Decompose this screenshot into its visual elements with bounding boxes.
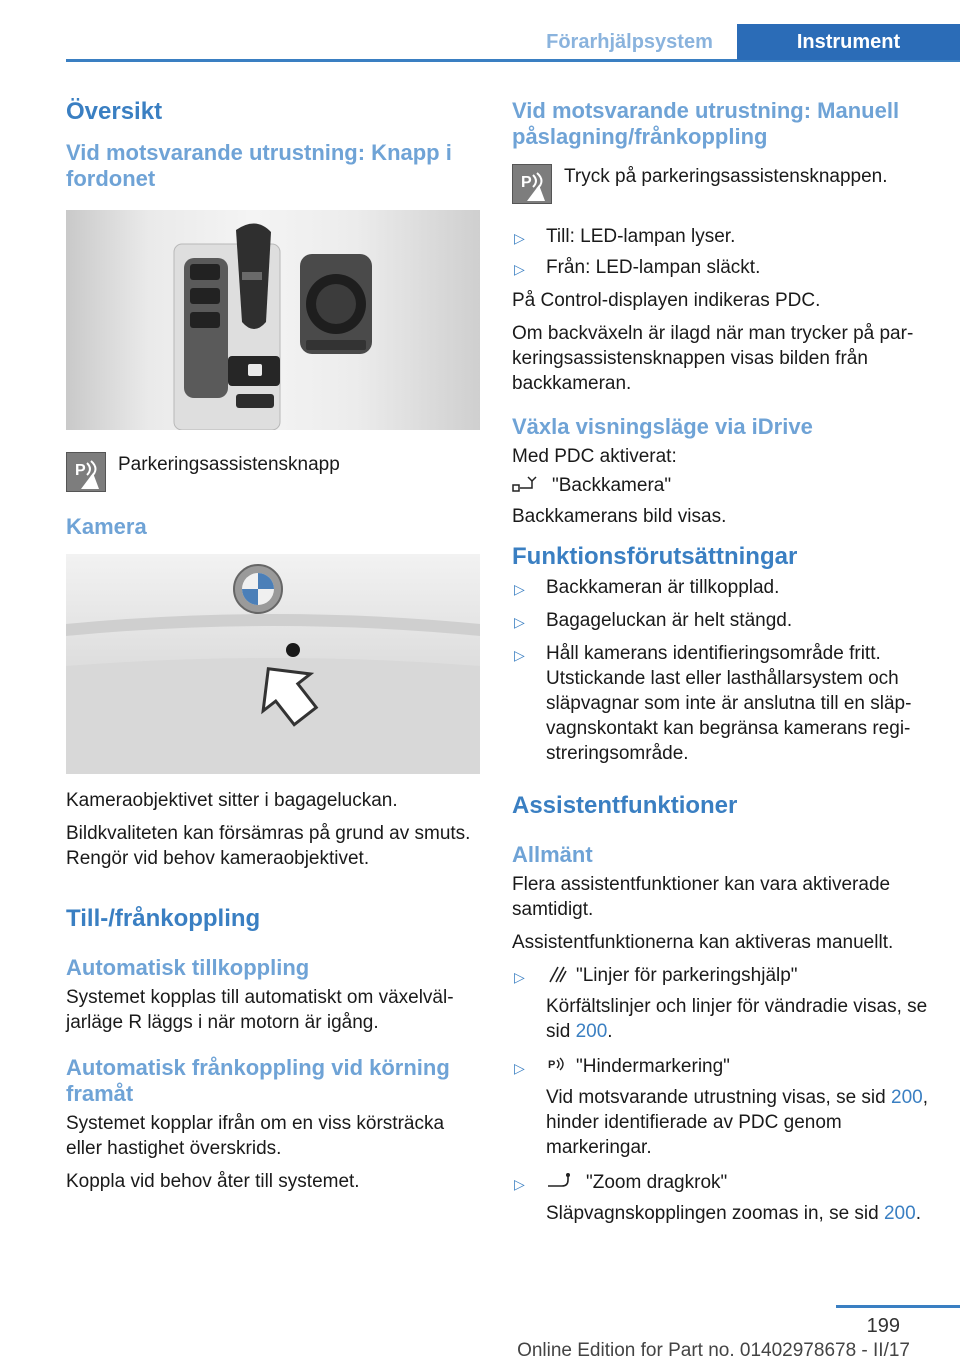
header-tabs [66, 24, 960, 62]
list-item: ▷ Håll kamerans identifieringsområde fritt. Utstickande last eller lasthållarsystem och släpvagnar som inte är anslutna till en släpvagnskontakt kan begränsa kamerans registreringsområde. [514, 643, 912, 764]
auto-till-paragraph: Systemet kopplas till automatiskt om växelväljarläge R läggs i när motorn är igång. [66, 987, 454, 1033]
parking-lines-icon [546, 965, 568, 983]
list-item: ▷ "Zoom dragkrok" Släpvagnskopplingen zoomas in, se sid 200. [514, 1172, 921, 1224]
parking-button-caption: Parkeringsassistensknapp [118, 454, 340, 475]
edition-footer: Online Edition for Part no. 01402978678 - II/17 [517, 1340, 910, 1361]
heading-allmant: Allmänt [512, 842, 593, 867]
page-link[interactable]: 200 [883, 1203, 916, 1224]
list-item: ▷ Bagageluckan är helt stängd. [512, 608, 932, 633]
bullet-triangle-icon: ▷ [514, 614, 525, 630]
requirements-list [512, 575, 932, 766]
bullet-triangle-icon: ▷ [514, 581, 525, 597]
backkamera-label[interactable]: "Backkamera" [552, 475, 672, 496]
bullet-triangle-icon: ▷ [514, 1176, 525, 1192]
right-column [512, 98, 932, 1226]
parking-assist-icon [66, 452, 106, 492]
assist-item-label[interactable]: "Linjer för parkeringshjälp" [576, 965, 798, 986]
list-item: ▷ Från: LED-lampan släckt. [512, 255, 932, 280]
bullet-triangle-icon: ▷ [514, 969, 525, 985]
heading-knapp-i-fordonet: Vid motsvarande utrustning: Knapp i fordonet [66, 140, 452, 191]
list-item: ▷ Till: LED-lampan lyser. [512, 224, 932, 249]
bullet-triangle-icon: ▷ [514, 647, 525, 663]
parking-button-caption-row [66, 452, 480, 494]
svg-text:P: P [75, 462, 86, 479]
manuell-instruction-row [512, 164, 932, 208]
parking-assist-button-icon [512, 164, 552, 204]
tab-forarhjalpsystem[interactable]: Förarhjälpsystem [546, 31, 713, 53]
heading-kamera: Kamera [66, 514, 147, 539]
page-link[interactable]: 200 [575, 1021, 608, 1042]
footer-rule [836, 1305, 960, 1308]
obstacle-marking-icon [546, 1056, 568, 1074]
heading-automatisk-tillkoppling: Automatisk tillkoppling [66, 955, 310, 980]
med-pdc-paragraph: Med PDC aktiverat: [512, 446, 677, 467]
assist-item-label[interactable]: "Hindermarkering" [576, 1056, 730, 1077]
left-column [66, 98, 480, 1194]
console-photo [66, 210, 480, 430]
page-number: 199 [866, 1315, 900, 1337]
kamera-paragraph-1: Kameraobjektivet sitter i bagageluckan. [66, 790, 398, 811]
bullet-triangle-icon: ▷ [514, 261, 525, 277]
auto-fran-paragraph-2: Koppla vid behov åter till systemet. [66, 1171, 360, 1192]
list-item: ▷ Backkameran är tillkopplad. [512, 575, 932, 600]
flera-paragraph: Flera assistentfunktioner kan vara aktiverade samtidigt. [512, 874, 891, 920]
svg-text:P: P [548, 1059, 556, 1071]
backvaxel-paragraph: Om backväxeln är ilagd när man trycker på parkeringsassistensknappen visas bilden från backkameran. [512, 323, 914, 394]
heading-vaxla-visningslage: Växla visningsläge via iDrive [512, 414, 813, 439]
heading-oversikt: Översikt [66, 98, 163, 125]
backkamera-icon [512, 475, 538, 493]
tab-instrument[interactable]: Instrument [737, 24, 960, 60]
bild-visas-paragraph: Backkamerans bild visas. [512, 506, 727, 527]
svg-text:P: P [521, 174, 532, 191]
assist-item-label[interactable]: "Zoom dragkrok" [586, 1172, 728, 1193]
tow-hitch-zoom-icon [546, 1172, 572, 1190]
heading-manuell-paslagning: Vid motsvarande utrustning: Manuell påslagning/frånkoppling [512, 98, 900, 149]
list-item: ▷ "Linjer för parkeringshjälp" Körfältslinjer och linjer för vändradie visas, se sid 200. [514, 965, 928, 1042]
bullet-triangle-icon: ▷ [514, 1060, 525, 1076]
control-display-paragraph: På Control-displayen indikeras PDC. [512, 290, 821, 311]
heading-till-frankoppling: Till-/frånkoppling [66, 905, 261, 932]
manuell-instruction: Tryck på parkeringsassistensknappen. [564, 166, 888, 187]
camera-photo [66, 554, 480, 774]
backkamera-menu-row [512, 473, 932, 498]
list-item: ▷ P "Hindermarkering" Vid motsvarande utrustning visas, se sid 200, hinder identifierade av PDC genom markeringar. [514, 1056, 928, 1158]
console-illustration [66, 210, 480, 430]
led-status-list [512, 224, 932, 280]
page-link[interactable]: 200 [891, 1087, 923, 1108]
bullet-triangle-icon: ▷ [514, 230, 525, 246]
heading-automatisk-frankoppling: Automatisk frånkoppling vid körning framåt [66, 1055, 450, 1106]
heading-funktionsforutsattningar: Funktionsförutsättningar [512, 543, 798, 570]
camera-illustration [66, 554, 480, 774]
heading-assistentfunktioner: Assistentfunktioner [512, 792, 738, 819]
assist-functions-list [512, 963, 932, 1226]
auto-fran-paragraph-1: Systemet kopplar ifrån om en viss körsträcka eller hastighet överskrids. [66, 1113, 445, 1159]
manuellt-paragraph: Assistentfunktionerna kan aktiveras manuellt. [512, 932, 894, 953]
kamera-paragraph-2: Bildkvaliteten kan försämras på grund av smuts. Rengör vid behov kameraobjektivet. [66, 823, 471, 869]
